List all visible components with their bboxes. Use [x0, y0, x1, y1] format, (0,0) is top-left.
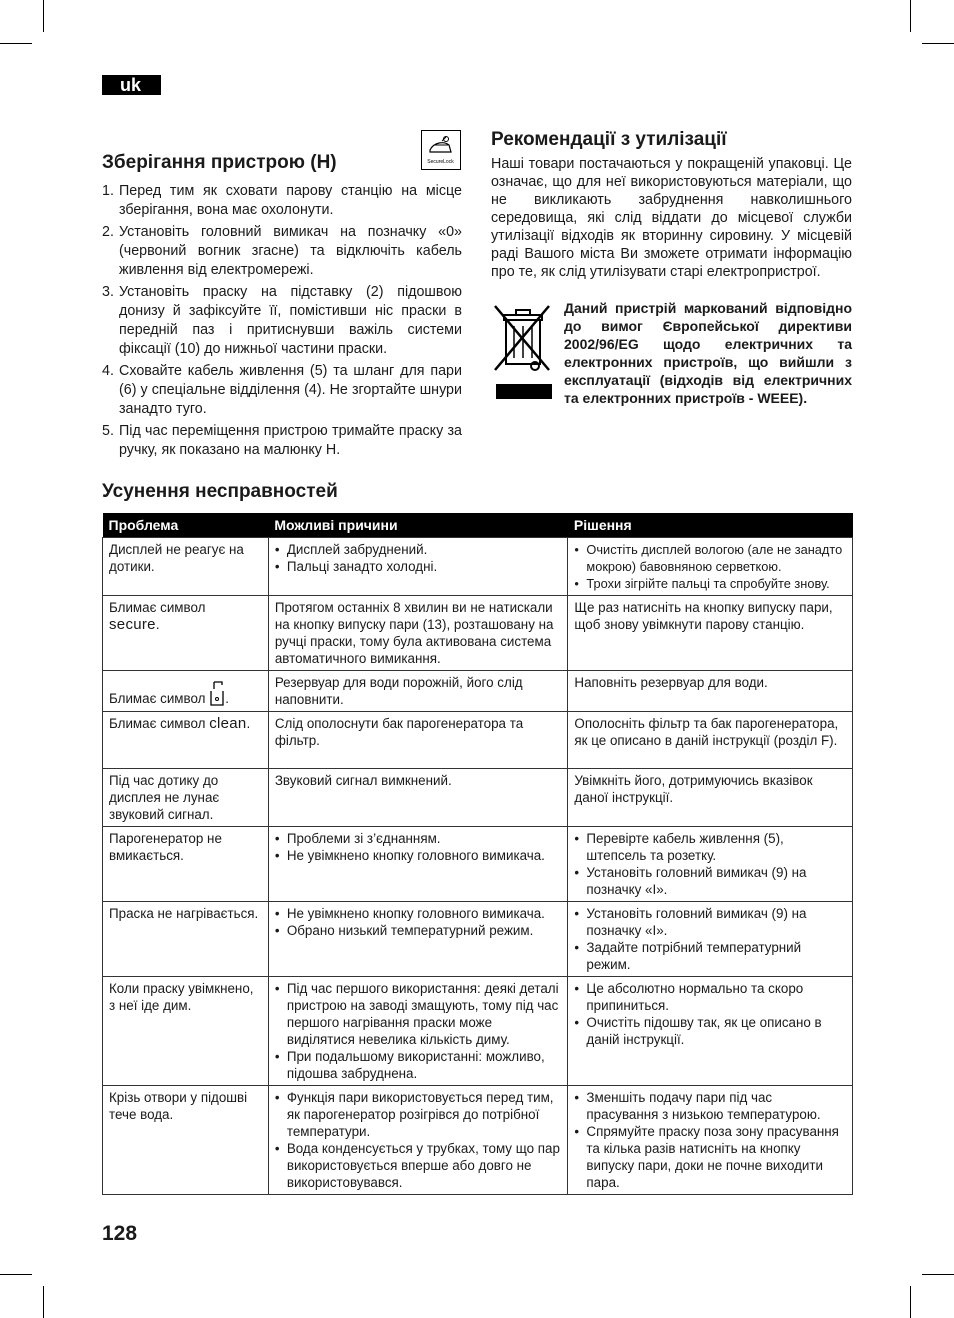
list-item	[102, 283, 462, 359]
step-number: 4.	[102, 363, 114, 379]
step-number: 3.	[102, 284, 114, 300]
troubleshooting-table	[102, 513, 853, 1195]
causes-cell: Звуковий сигнал вимкнений.	[268, 769, 568, 827]
list-item	[102, 362, 462, 419]
solutions-cell: Наповніть резервуар для води.	[568, 671, 853, 712]
problem-cell: Крізь отвори у підошві тече вода.	[103, 1086, 269, 1195]
secure-lock-icon	[421, 130, 461, 170]
causes-cell	[268, 977, 568, 1086]
list-item: • Очистіть підошву так, як це описано в даній інструкції.	[574, 1014, 846, 1048]
solutions-cell: Ще раз натисніть на кнопку випуску пари, щоб знову увімкнути парову станцію.	[568, 596, 853, 671]
causes-cell: Резервуар для води порожній, його слід наповнити.	[268, 671, 568, 712]
step-number: 2.	[102, 224, 114, 240]
crossed-out-bin-icon	[491, 302, 555, 400]
step-text: Установіть праску на підставку (2) підошвою донизу й зафіксуйте її, помістивши ніс праски в передній паз і притиснувши важіль системи фіксації (10) до нижньої частини праски.	[119, 284, 462, 357]
table-row	[103, 977, 853, 1086]
table-row	[103, 1086, 853, 1195]
list-item	[102, 223, 462, 280]
crop-mark	[910, 0, 911, 32]
problem-cell: Блимає символ secure.	[103, 596, 269, 671]
table-row	[103, 671, 853, 712]
table-row	[103, 902, 853, 977]
list-item: • Установіть головний вимикач (9) на позначку «I».	[574, 864, 846, 898]
list-item: • Обрано низький температурний режим.	[275, 922, 562, 939]
step-text: Перед тим як сховати парову станцію на місце зберігання, вона має охолонути.	[119, 183, 462, 218]
solutions-cell	[568, 827, 853, 902]
disposal-title: Рекомендації з утилізації	[491, 129, 727, 150]
page-number: 128	[102, 1222, 138, 1245]
crop-mark	[0, 43, 32, 44]
problem-cell: Дисплей не реагує на дотики.	[103, 538, 269, 596]
problem-cell: Під час дотику до дисплея не лунає звуковий сигнал.	[103, 769, 269, 827]
secure-lock-caption: SecureLock	[427, 159, 454, 165]
crop-mark	[43, 1286, 44, 1318]
list-item: • Пальці занадто холодні.	[275, 558, 562, 575]
solutions-cell	[568, 977, 853, 1086]
list-item	[102, 182, 462, 220]
list-item	[102, 422, 462, 460]
problem-cell: Блимає символ clean.	[103, 712, 269, 769]
column-header: Рішення	[568, 513, 853, 538]
crop-mark	[922, 1274, 954, 1275]
list-item: • Задайте потрібний температурний режим.	[574, 939, 846, 973]
causes-cell: Слід ополоснути бак парогенератора та фільтр.	[268, 712, 568, 769]
column-header: Проблема	[103, 513, 269, 538]
problem-cell: Парогенератор не вмикається.	[103, 827, 269, 902]
solutions-cell: Увімкніть його, дотримуючись вказівок даної інструкції.	[568, 769, 853, 827]
solutions-cell: Ополосніть фільтр та бак парогенератора, як це описано в даній інструкції (розділ F).	[568, 712, 853, 769]
list-item: • Функція пари використовується перед тим, як парогенератор розігрівся до потрібної температури.	[275, 1089, 562, 1140]
causes-cell	[268, 538, 568, 596]
causes-cell	[268, 902, 568, 977]
step-text: Сховайте кабель живлення (5) та шланг для пари (6) у спеціальне відділення (4). Не згортайте шнури занадто туго.	[119, 363, 462, 417]
list-item: • Дисплей забруднений.	[275, 541, 562, 558]
problem-cell: Блимає символ .	[103, 671, 269, 712]
disposal-paragraph: Наші товари постачаються у покращеній упаковці. Це означає, що для неї використовуються матеріали, що не викликають забруднення навколишнього середовища, які слід віддати до місцевої служби утилізації відходів як вторинну сировину. У місцевій раді Вашого міста Ви зможете отримати інформацію про те, як слід утилізувати старі електропристрої.	[491, 156, 852, 280]
list-item: • Трохи зігрійте пальці та спробуйте знову.	[574, 575, 846, 592]
storage-title: Зберігання пристрою (H)	[102, 152, 337, 173]
step-number: 1.	[102, 183, 114, 199]
storage-steps	[102, 182, 462, 463]
step-number: 5.	[102, 423, 114, 439]
list-item: • Вода конденсується у трубках, тому що пар використовується вперше або довго не використовувався.	[275, 1140, 562, 1191]
step-text: Під час переміщення пристрою тримайте праску за ручку, як показано на малюнку H.	[119, 423, 462, 458]
list-item: • Не увімкнено кнопку головного вимикача.	[275, 905, 562, 922]
solutions-cell	[568, 538, 853, 596]
causes-cell	[268, 1086, 568, 1195]
problem-cell: Коли праску увімкнено, з неї іде дим.	[103, 977, 269, 1086]
table-row	[103, 538, 853, 596]
list-item: • Спрямуйте праску поза зону прасування та кілька разів натисніть на кнопку випуску пари, доки не почне виходити пара.	[574, 1123, 846, 1191]
list-item: • Під час першого використання: деякі деталі пристрою на заводі змащують, тому під час першого нагрівання праски може виділятися невелика кількість диму.	[275, 980, 562, 1048]
list-item: • Не увімкнено кнопку головного вимикача.	[275, 847, 562, 864]
list-item: • Проблеми зі з’єднанням.	[275, 830, 562, 847]
clean-symbol: clean	[209, 715, 247, 732]
crop-mark	[0, 1274, 32, 1275]
table-header-row	[103, 513, 853, 538]
problem-cell: Праска не нагрівається.	[103, 902, 269, 977]
list-item: • Установіть головний вимикач (9) на позначку «I».	[574, 905, 846, 939]
list-item: • Перевірте кабель живлення (5), штепсель та розетку.	[574, 830, 846, 864]
list-item: • Це абсолютно нормально та скоро припиниться.	[574, 980, 846, 1014]
causes-cell	[268, 827, 568, 902]
causes-cell: Протягом останніх 8 хвилин ви не натискали на кнопку випуску пари (13), розташовану на ручці праски, тому була активована система автоматичного вимикання.	[268, 596, 568, 671]
troubleshooting-title: Усунення несправностей	[102, 481, 338, 502]
crop-mark	[910, 1286, 911, 1318]
column-header: Можливі причини	[268, 513, 568, 538]
secure-symbol: secure	[109, 616, 156, 633]
table-row	[103, 769, 853, 827]
language-tab: uk	[102, 75, 161, 95]
step-text: Установіть головний вимикач на позначку «0» (червоний вогник згасне) та відключіть кабель живлення від електромережі.	[119, 224, 462, 278]
solutions-cell	[568, 902, 853, 977]
crop-mark	[922, 43, 954, 44]
crop-mark	[43, 0, 44, 32]
water-tank-icon	[209, 681, 225, 707]
table-row	[103, 827, 853, 902]
list-item: • При подальшому використанні: можливо, підошва забруднена.	[275, 1048, 562, 1082]
table-row	[103, 596, 853, 671]
list-item: • Зменшіть подачу пари під час прасування з низькою температурою.	[574, 1089, 846, 1123]
table-row	[103, 712, 853, 769]
weee-notice: Даний пристрій маркований відповідно до вимог Європейської директиви 2002/96/EG щодо електричних та електронних пристроїв, що вийшли з експлуатації (відходів від електричних та електронних пристроїв - WEEE).	[564, 300, 852, 406]
list-item: • Очистіть дисплей вологою (але не занадто мокрою) бавовняною серветкою.	[574, 541, 846, 575]
solutions-cell	[568, 1086, 853, 1195]
